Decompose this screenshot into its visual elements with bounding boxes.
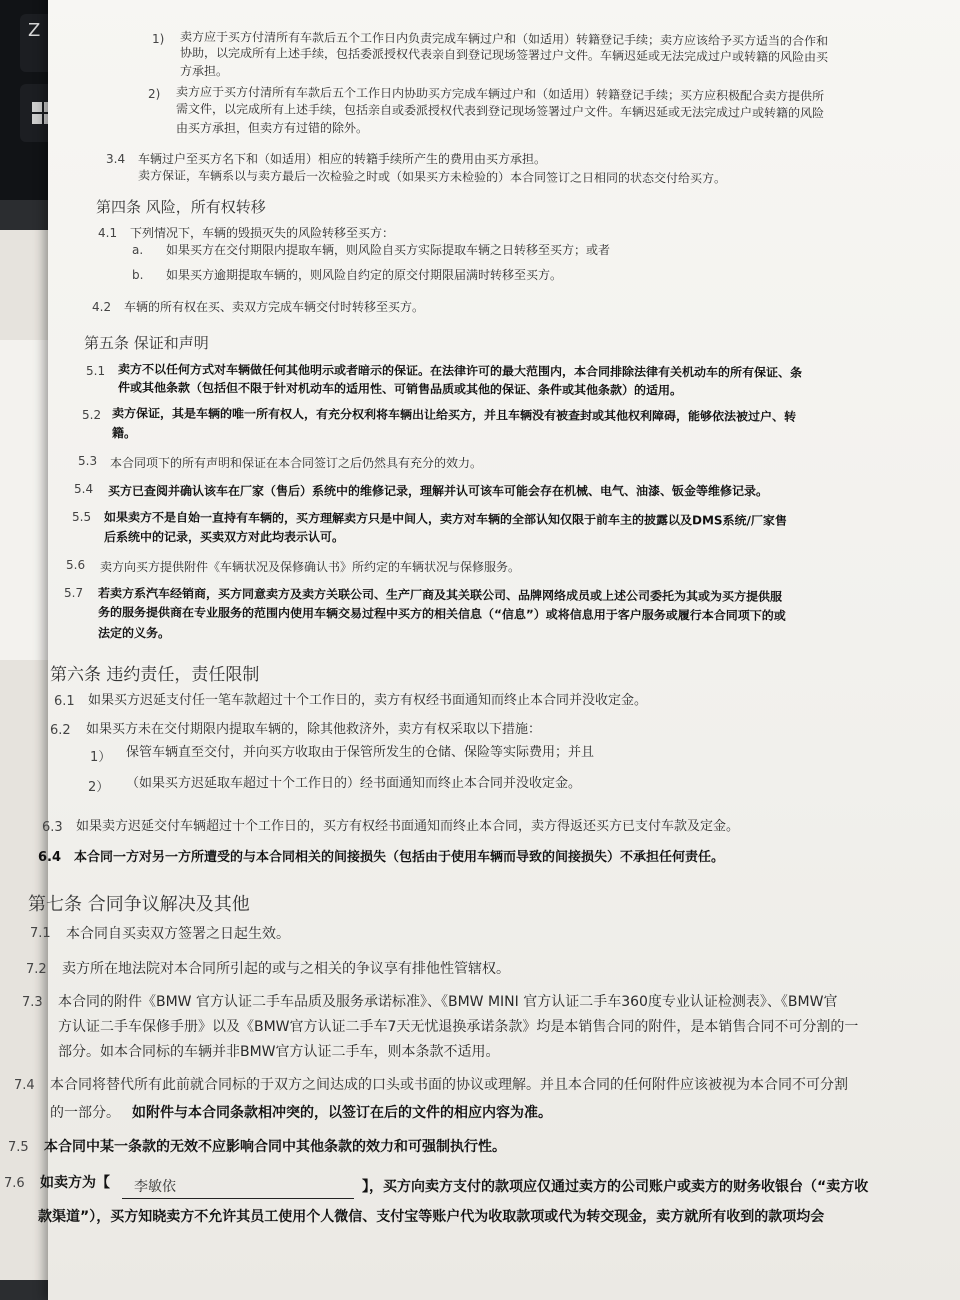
clause-text: 卖方应于买方付清所有车款后五个工作日内负责完成车辆过户和（如适用）转籍登记手续；卖方应该给予买方适当的合作和 <box>179 29 829 49</box>
clause-text: 后系统中的记录，买卖双方对此均表示认可。 <box>104 530 345 544</box>
clause-text: 车辆过户至买方名下和（如适用）相应的转籍手续所产生的费用由买方承担。 <box>138 152 547 166</box>
clause-text: 若卖方系汽车经销商，买方同意卖方及卖方关联公司、生产厂商及其关联公司、品牌网络成员或上述公司委托为其或为买方提供服 <box>97 586 783 604</box>
clause-text: 卖方所在地法院对本合同所引起的或与之相关的争议享有排他性管辖权。 <box>62 961 510 977</box>
clause-text: 如果买方迟延支付任一笔车款超过十个工作日的，卖方有权经书面通知而终止本合同并没收定金。 <box>88 693 648 708</box>
clause-number: 6.3 <box>42 820 63 835</box>
clause-number: 5.3 <box>78 454 98 468</box>
clause-text: 的一部分。 <box>50 1105 120 1121</box>
clause-text: 如果卖方迟延交付车辆超过十个工作日的，买方有权经书面通知而终止本合同，卖方得返还买方已支付车款及定金。 <box>76 819 740 834</box>
clause-text: 车辆的所有权在买、卖双方完成车辆交付时转移至买方。 <box>124 300 425 314</box>
clause-text: （如果买方迟延取车超过十个工作日的）经书面通知而终止本合同并没收定金。 <box>126 776 582 791</box>
clause-text: 本合同一方对另一方所遭受的与本合同相关的间接损失（包括由于使用车辆而导致的间接损失）不承担任何责任。 <box>74 850 725 865</box>
clause-number: 5.1 <box>86 364 106 378</box>
clause-number: 5.4 <box>74 482 94 496</box>
clause-text: 卖方不以任何方式对车辆做任何其他明示或者暗示的保证。在法律许可的最大范围内，本合同排除法律有关机动车的所有保证、条 <box>117 362 803 380</box>
seller-name-field <box>122 1174 354 1199</box>
clause-text: 本合同将替代所有此前就合同标的于双方之间达成的口头或书面的协议或理解。并且本合同的任何附件应该被视为本合同不可分割 <box>50 1077 848 1093</box>
clause-text: 卖方应于买方付清所有车款后五个工作日内协助买方完成车辆过户和（如适用）转籍登记手续；买方应积极配合卖方提供所 <box>175 84 825 104</box>
clause-number: 1） <box>90 750 112 765</box>
keyboard-key-z: Z <box>20 14 78 72</box>
clause-text: 协助，以完成所有上述手续，包括委派授权代表亲自到登记现场签署过户文件。车辆迟延或无法完成过户或转籍的风险由买 <box>179 45 829 65</box>
clause-number: 4.1 <box>98 226 118 240</box>
article-title: 第七条 合同争议解决及其他 <box>28 894 250 915</box>
clause-text: 方承担。 <box>180 64 229 78</box>
clause-number: 6.2 <box>50 723 71 738</box>
clause-text: 本合同中某一条款的无效不应影响合同中其他条款的效力和可强制执行性。 <box>44 1139 506 1155</box>
clause-text: 卖方保证，车辆系以与卖方最后一次检验之时或（如果买方未检验的）本合同签订之日相同的状态交付给买方。 <box>137 168 727 186</box>
clause-number: 5.5 <box>72 510 92 524</box>
clause-number: 4.2 <box>92 300 112 314</box>
clause-number: b. <box>132 268 144 282</box>
clause-text: 买方已查阅并确认该车在厂家（售后）系统中的维修记录，理解并认可该车可能会存在机械、电气、油漆、钣金等维修记录。 <box>108 484 769 498</box>
clause-number: 3.4 <box>106 152 126 166</box>
article-title: 第五条 保证和声明 <box>84 334 209 352</box>
clause-text: 方认证二手车保修手册》以及《BMW官方认证二手车7天无忧退换承诺条款》均是本销售合同的附件，是本销售合同不可分割的一 <box>58 1019 859 1035</box>
clause-number: 6.1 <box>54 694 75 709</box>
clause-text: 法定的义务。 <box>98 626 171 640</box>
clause-text: 卖方保证，其是车辆的唯一所有权人，有充分权利将车辆出让给买方，并且车辆没有被查封或其他权利障碍，能够依法被过户、转 <box>111 406 797 424</box>
clause-text: 本合同自买卖双方签署之日起生效。 <box>66 926 290 942</box>
clause-text: 件或其他条款（包括但不限于针对机动车的适用性、可销售品质或其他的保证、条件或其他条款）的适用。 <box>117 380 683 398</box>
clause-text: 如卖方为【 <box>40 1175 110 1191</box>
clause-text: 部分。如本合同标的车辆并非BMW官方认证二手车，则本条款不适用。 <box>58 1044 500 1060</box>
clause-text: 如果买方在交付期限内提取车辆，则风险自买方实际提取车辆之日转移至买方；或者 <box>166 243 611 257</box>
clause-number: 7.6 <box>4 1176 25 1191</box>
clause-text: 卖方向买方提供附件《车辆状况及保修确认书》所约定的车辆状况与保修服务。 <box>100 560 521 574</box>
article-title: 第六条 违约责任，责任限制 <box>50 665 260 685</box>
clause-number: 5.6 <box>66 558 86 572</box>
clause-text: 保管车辆直至交付，并向买方收取由于保管所发生的仓储、保险等实际费用；并且 <box>126 745 595 760</box>
clause-number: 2） <box>88 780 110 795</box>
clause-text: 由买方承担，但卖方有过错的除外。 <box>176 121 369 135</box>
clause-number: 7.1 <box>30 926 51 941</box>
clause-text: 本合同项下的所有声明和保证在本合同签订之后仍然具有充分的效力。 <box>110 456 483 470</box>
clause-text: 籍。 <box>112 426 137 440</box>
clause-number: 1) <box>152 32 165 46</box>
clause-number: 6.4 <box>38 850 62 865</box>
clause-number: 7.5 <box>8 1140 29 1155</box>
seller-name: 李敏依 <box>134 1179 176 1195</box>
clause-text: 如果买方未在交付期限内提取车辆的，除其他救济外，卖方有权采取以下措施： <box>86 722 542 737</box>
clause-text: 如果买方逾期提取车辆的，则风险自约定的原交付期限届满时转移至买方。 <box>166 268 563 282</box>
clause-text: 如果卖方不是自始一直持有车辆的，买方理解卖方只是中间人，卖方对车辆的全部认知仅限于前车主的披露以及DMS系统/厂家售 <box>103 510 787 528</box>
clause-text: 务的服务提供商在专业服务的范围内使用车辆交易过程中买方的相关信息（“信息”）或将信息用于客户服务或履行本合同项下的或 <box>97 605 786 623</box>
clause-number: 2) <box>148 87 161 101</box>
clause-text: 本合同的附件《BMW 官方认证二手车品质及服务承诺标准》、《BMW MINI 官方认证二手车360度专业认证检测表》、《BMW官 <box>58 994 838 1010</box>
clause-number: a. <box>132 243 144 257</box>
clause-number: 7.3 <box>22 995 43 1010</box>
clause-number: 7.4 <box>14 1078 35 1093</box>
clause-number: 5.7 <box>64 586 84 600</box>
clause-text: 需文件，以完成所有上述手续，包括亲自或委派授权代表到登记现场签署过户文件。车辆迟延或无法完成过户或转籍的风险 <box>175 101 825 121</box>
clause-text: 如附件与本合同条款相冲突的，以签订在后的文件的相应内容为准。 <box>132 1105 552 1121</box>
article-title: 第四条 风险，所有权转移 <box>96 198 266 216</box>
clause-number: 5.2 <box>82 408 102 422</box>
clause-number: 7.2 <box>26 962 47 977</box>
clause-text: 】，买方向卖方支付的款项应仅通过卖方的公司账户或卖方的财务收银台（“卖方收 <box>362 1179 869 1195</box>
clause-text: 款渠道”），买方知晓卖方不允许其员工使用个人微信、支付宝等账户代为收取款项或代为转交现金，卖方就所有收到的款项均会 <box>38 1209 825 1225</box>
clause-text: 下列情况下，车辆的毁损灭失的风险转移至买方： <box>130 226 395 240</box>
